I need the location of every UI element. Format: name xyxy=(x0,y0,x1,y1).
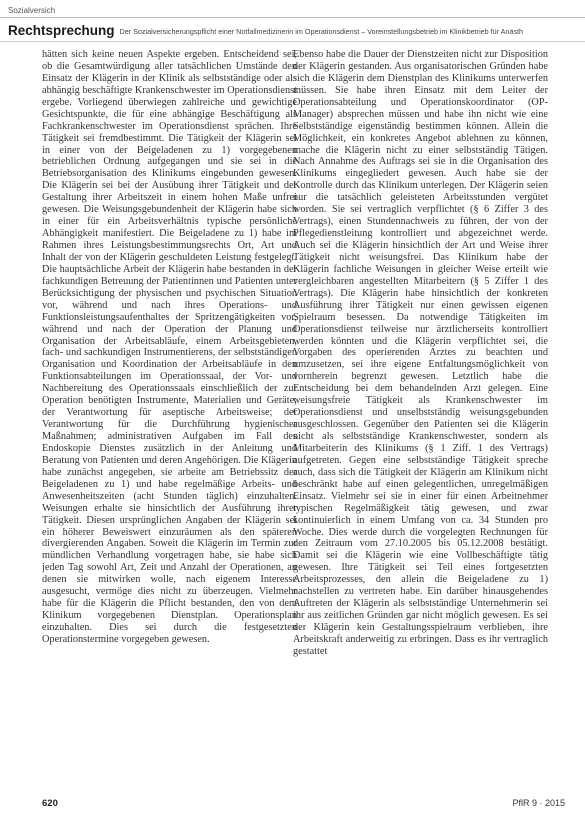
body-text-left: hätten sich keine neuen Aspekte ergeben. Entscheidend sei, ob die Gesamtwürdigung aller tatsächlichen Umstände den Einsatz der Klägerin in der Klinik als selbstständige oder als abhängig beschäftigte Krankenschwester im Operationsdienst ergebe. Vorliegend überwiegen zahlreiche und gewichtige Gesichtspunkte, die für eine abhängige Beschäftigung als Fachkrankenschwester im Operationsdienst sprächen. Ihre Tätigkeit sei fremdbestimmt. Die Tätigkeit der Klägerin sei in einer von der Beigeladenen zu 1) vorgegebenen betrieblichen Ordnung aufgegangen und sie sei in die Betriebsorganisation des Klinikums eingebunden gewesen. Die Klägerin sei bei der Ausübung ihrer Tätigkeit und der Gestaltung ihrer Arbeitszeit in einem hohen Maße unfrei gewesen. Die Weisungsgebundenheit der Klägerin habe sich in einer für ein Arbeitsverhältnis typische persönliche Abhängigkeit manifestiert. Die Beigeladene zu 1) habe im Rahmen ihres Leistungsbestimmungsrechts Ort, Art und Inhalt der von der Klägerin geschuldeten Leistung festgelegt. Die hauptsächliche Arbeit der Klägerin habe bestanden in der fachkundigen Betreuung der Patientinnen und Patienten unter Berücksichtigung der physischen und psychischen Situation vor, während und nach ihres Operations- und Funktionsleistungsaufenthaltes der Spritzengätigkeiten vor, während und nach der Operation der Planung und Organisation der Arbeitsabläufe, einem Arbeitsgebieten, fach- und sachkundigen Instrumentierens, der selbstständigen Organisation und Koordination der Arbeitsabläufe in den Funktionsabteilungen im Operationssaal, der Vor- und Nachbereitung des Operationssaals einschließlich der zur Operation benötigten Instrumente, Materialien und Geräte; der Verantwortung für aseptische Arbeitsweise; der Verantwortung für die Durchführung hygienischer Maßnahmen; administrativen Aufgaben im Fall des Endoskopie Dienstes zusätzlich in der Anleitung und Beratung von Patienten und deren Angehörigen. Die Klägerin habe zunächst angegeben, sie arbeite am Betriebssitz der Beigeladenen zu 1) und habe regelmäßige Arbeits- und Anwesenheitszeiten (acht Stunden täglich) einzuhalten. Weisungen erhalte sie hinsichtlich der Ausführung ihrer Tätigkeit. Diesen ursprünglichen Angaben der Klägerin sei ein höherer Beweiswert einzuräumen als den späteren divergierenden Angaben. Soweit die Klägerin im Termin zur mündlichen Verhandlung vorgetragen habe, sie habe sich jeden Tag sowohl Art, Zeit und Anzahl der Operationen, an denen sie mitwirken wolle, nach eigenem Interesse ausgesucht, vermöge dies nicht zu überzeugen. Vielmehr habe für die Klägerin die Pflicht bestanden, den von dem Klinikum vorgegebenen Dienstplan. Operationsplan einzuhalten. Dies sei durch die festgesetzten Operationstermine vorgegeben gewesen. xyxy=(42,49,297,645)
page-number: 620 xyxy=(42,798,58,809)
title-rule xyxy=(0,41,585,42)
body-text-right: Ebenso habe die Dauer der Dienstzeiten nicht zur Disposition der Klägerin gestanden. Aus organisatorischen Gründen habe sich die Klägerin dem Dienstplan des Klinikums unterwerfen müssen. Sie habe ihren Einsatz mit dem Leiter der Operationsabteilung und Operationskoordinator (OP-Manager) absprechen müssen und habe ihn nicht wie eine Selbstständige eigenständig bestimmen können. Allein die Möglichkeit, ein konkretes Angebot ablehnen zu können, mache die Klägerin nicht zu einer selbstständig Tätigen. Nach Annahme des Auftrags sei sie in die Organisation des Klinikums eingegliedert gewesen. Auch habe sie der Kontrolle durch das Klinikum unterlegen. Der Klägerin seien nur die tatsächlich geleisteten Arbeitsstunden vergütet worden. Sie sei vertraglich verpflichtet (§ 6 Ziffer 3 des Vertrags), einen Stundennachweis zu führen, der von der Pflegedienstleitung kontrolliert und abgezeichnet werde. Auch sei die Klägerin hinsichtlich der Art und Weise ihrer Tätigkeit nicht weisungsfrei. Das Klinikum habe der Klägerin fachliche Weisungen in gleicher Weise erteilt wie vergleichbaren angestellten Mitarbeitern (§ 5 Ziffer 1 des Vertrags). Die Klägerin habe hinsichtlich der konkreten Ausführung ihrer Tätigkeit nur einen gewissen eigenen Spielraum besessen. Da notwendige Tätigkeiten im Operationsdienst teilweise nur ärztlicherseits kontrolliert werden könnten und die Klägerin verpflichtet sei, die Vorgaben des operierenden Arztes zu beachten und umzusetzen, sei ihre eigene Entfaltungsmöglichkeit von vornherein begrenzt gewesen. Letztlich habe die Entscheidung bei dem behandelnden Arzt gelegen. Eine weisungsfreie Tätigkeit als Krankenschwester im Operationsdienst und unselbstständig weisungsgebunden ausgeschlossen. Gegenüber den Patienten sei die Klägerin nicht als selbstständige Krankenschwester, sondern als Mitarbeiterin des Klinikums (§ 1 Ziff. 1 des Vertrags) aufgetreten. Gegen eine selbstständige Tätigkeit spreche auch, dass sich die Tätigkeit der Klägerin am Klinikum nicht beschränkt habe auf einen gelegentlichen, unregelmäßigen Einsatz. Vielmehr sei sie in einer für einen Arbeitnehmer typischen Regelmäßigkeit tätig gewesen, und zwar kontinuierlich in einem Umfang von ca. 34 Stunden pro Woche. Dies werde durch die vorgelegten Rechnungen für den Zeitraum vom 27.10.2005 bis 05.12.2008 bestätigt. Damit sei die Klägerin wie eine Vollbeschäftigte tätig gewesen. Ihre Tätigkeit sei Teil eines fortgesetzten Arbeitsprozesses, den allein die Beigeladene zu 1) nachstellen zu vertreten habe. Ein darüber hinausgehendes Auftreten der Klägerin als selbstständige Unternehmerin sei ihr aus zeitlichen Gründen gar nicht möglich gewesen. Es sei der Klägerin kein Gestaltungsspielraum verblieben, ihre Arbeitskraft anderweitig zu erbringen. Dass es ihr vertraglich gestattet xyxy=(293,49,548,657)
section-label: Sozialversich xyxy=(8,6,56,15)
page-footer xyxy=(0,790,585,823)
article-subtitle: Der Sozialversicherungspflicht einer Notfallmedizinerin im Operationsdienst – Voreinstellungsbetrieb im Klinikbetrieb für Anästh xyxy=(119,27,524,36)
body-column-right xyxy=(293,49,548,789)
section-title: Rechtsprechung xyxy=(8,23,115,38)
title-row xyxy=(8,22,523,40)
journal-reference: PflR 9 · 2015 xyxy=(512,798,565,808)
page-header xyxy=(0,0,585,46)
body-column-left xyxy=(42,49,297,789)
header-rule xyxy=(0,17,585,18)
